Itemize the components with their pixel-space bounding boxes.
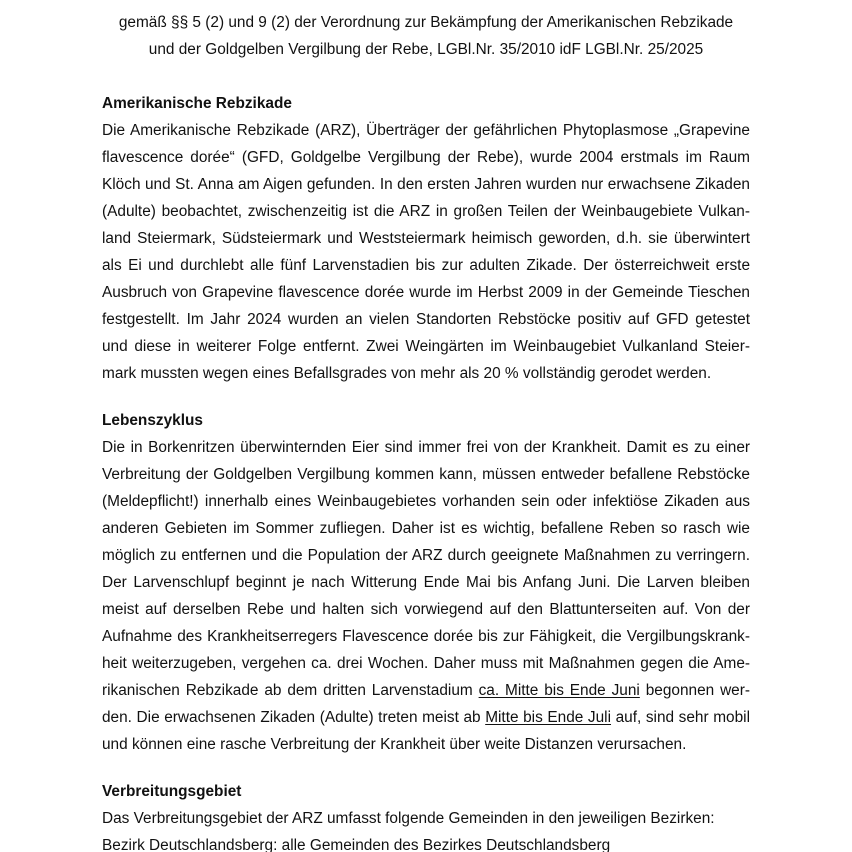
paragraph-line: (Adulte) beobachtet, zwischenzeitig ist die ARZ in großen Teilen der Weinbaugebiete Vulkan- bbox=[102, 203, 750, 220]
paragraph-line: möglich zu entfernen und die Population der ARZ durch geeignete Maßnahmen zu verringern. bbox=[102, 547, 750, 564]
paragraph-line: flavescence dorée“ (GFD, Goldgelbe Vergilbung der Rebe), wurde 2004 erstmals im Raum bbox=[102, 149, 750, 166]
paragraph-line: und können eine rasche Verbreitung der Krankheit über weite Distanzen verursachen. bbox=[102, 736, 687, 753]
paragraph-line bbox=[102, 681, 750, 701]
paragraph-line: mark mussten wegen eines Befallsgrades von mehr als 20 % vollständig gerodet werden. bbox=[102, 365, 712, 382]
header-line-2: und der Goldgelben Vergilbung der Rebe, LGBl.Nr. 35/2010 idF LGBl.Nr. 25/2025 bbox=[148, 41, 704, 58]
paragraph-line: Das Verbreitungsgebiet der ARZ umfasst folgende Gemeinden in den jeweiligen Bezirken: bbox=[102, 810, 715, 827]
header-line-1: gemäß §§ 5 (2) und 9 (2) der Verordnung zur Bekämpfung der Amerikanischen Rebzikade bbox=[118, 14, 734, 31]
paragraph-line: meist auf derselben Rebe und halten sich vorwiegend auf den Blattunterseiten auf. Von der bbox=[102, 601, 750, 618]
paragraph-line bbox=[102, 708, 750, 728]
paragraph-line: Die in Borkenritzen überwinternden Eier sind immer frei von der Krankheit. Damit es zu einer bbox=[102, 439, 750, 456]
paragraph-line: (Meldepflicht!) innerhalb eines Weinbaugebietes vorhanden sein oder infektiöse Zikaden aus bbox=[102, 493, 750, 510]
line-text: auf, sind sehr mobil bbox=[611, 709, 750, 726]
underlined-period-juni: ca. Mitte bis Ende Juni bbox=[478, 682, 640, 699]
line-text: den. Die erwachsenen Zikaden (Adulte) treten meist ab bbox=[102, 709, 486, 726]
paragraph-line: heit weiterzugeben, vergehen ca. drei Wochen. Daher muss mit Maßnahmen gegen die Ame- bbox=[102, 655, 750, 672]
paragraph-line: Ausbruch von Grapevine flavescence dorée wurde im Herbst 2009 in der Gemeinde Tieschen bbox=[102, 284, 750, 301]
paragraph-line: festgestellt. Im Jahr 2024 wurden an vielen Standorten Rebstöcke positiv auf GFD getestet bbox=[102, 311, 750, 328]
paragraph-line: land Steiermark, Südsteiermark und Weststeiermark heimisch geworden, d.h. sie überwintert bbox=[102, 230, 750, 247]
line-text: rikanischen Rebzikade ab dem dritten Larvenstadium bbox=[102, 682, 479, 699]
section-heading-amerikanische-rebzikade: Amerikanische Rebzikade bbox=[102, 95, 292, 112]
underlined-period-juli: Mitte bis Ende Juli bbox=[485, 709, 612, 726]
paragraph-line: Verbreitung der Goldgelben Vergilbung kommen kann, müssen entweder befallene Rebstöcke bbox=[102, 466, 750, 483]
paragraph-line: und diese in weiterer Folge entfernt. Zwei Weingärten im Weinbaugebiet Vulkanland Steier- bbox=[102, 338, 750, 355]
paragraph-line: Der Larvenschlupf beginnt je nach Witterung Ende Mai bis Anfang Juni. Die Larven bleiben bbox=[102, 574, 750, 591]
section-heading-verbreitungsgebiet: Verbreitungsgebiet bbox=[102, 783, 242, 800]
paragraph-line: als Ei und durchlebt alle fünf Larvenstadien bis zur adulten Zikade. Der österreichweit erste bbox=[102, 257, 750, 274]
paragraph-line: Bezirk Deutschlandsberg: alle Gemeinden des Bezirkes Deutschlandsberg bbox=[102, 837, 611, 852]
paragraph-line: Aufnahme des Krankheitserregers Flavescence dorée bis zur Fähigkeit, die Vergilbungskrank- bbox=[102, 628, 750, 645]
paragraph-line: Die Amerikanische Rebzikade (ARZ), Überträger der gefährlichen Phytoplasmose „Grapevine bbox=[102, 122, 750, 139]
line-text: begonnen wer- bbox=[639, 682, 750, 699]
paragraph-line: anderen Gebieten im Sommer zufliegen. Daher ist es wichtig, befallene Reben so rasch wie bbox=[102, 520, 750, 537]
paragraph-line: Klöch und St. Anna am Aigen gefunden. In den ersten Jahren wurden nur erwachsene Zikaden bbox=[102, 176, 750, 193]
section-heading-lebenszyklus: Lebenszyklus bbox=[102, 412, 203, 429]
